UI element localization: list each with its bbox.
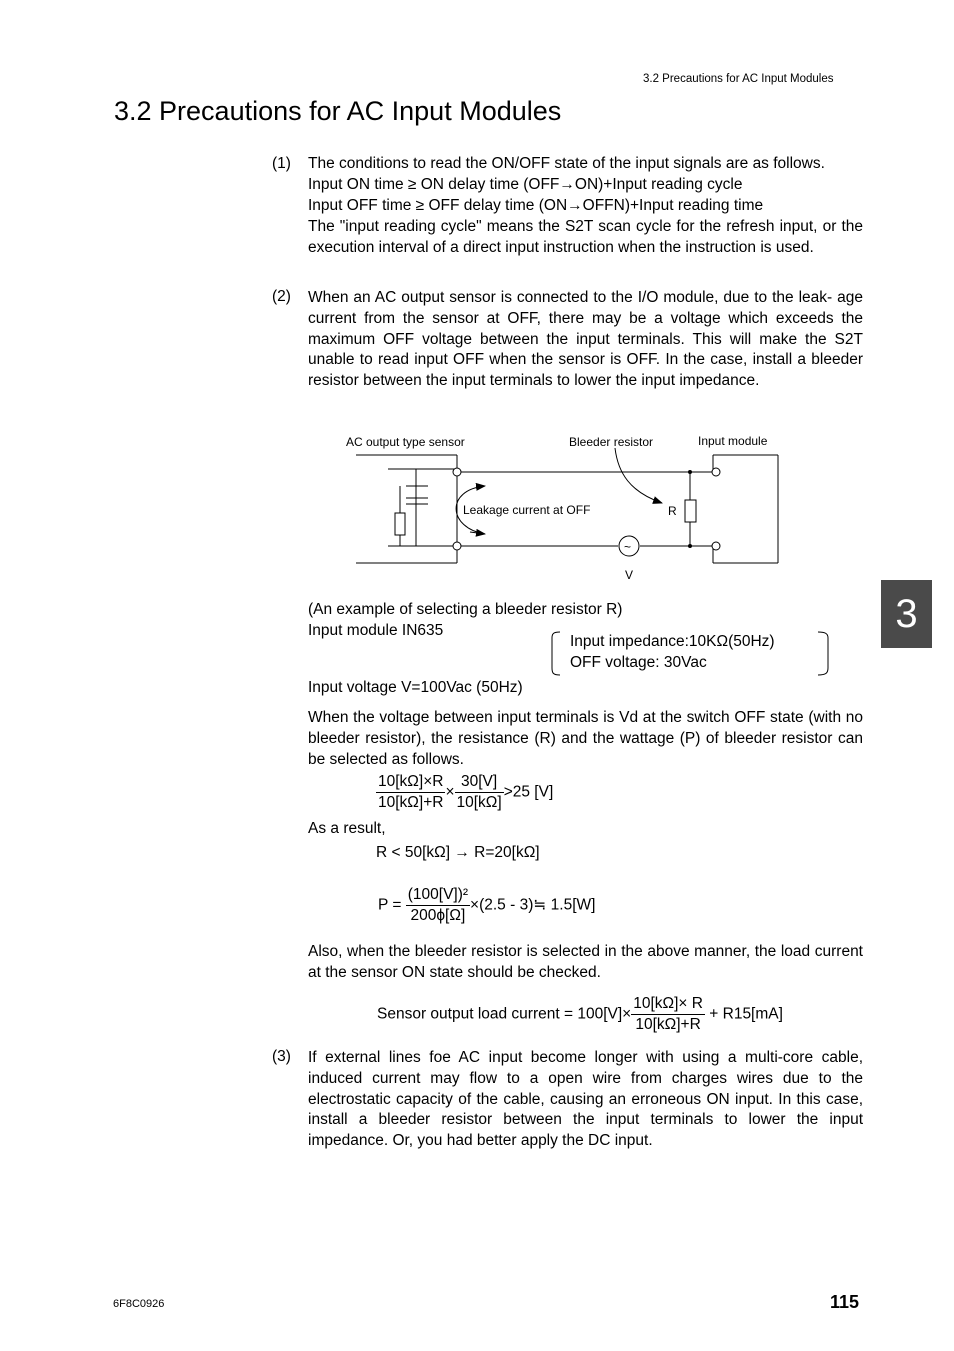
r-label: R	[668, 504, 677, 518]
formula-1	[376, 772, 553, 813]
item1-paragraph: The "input reading cycle" means the S2T scan cycle for the refresh input, or the execution interval of a direct input instruction when the instruction is used.	[308, 218, 863, 256]
spec-impedance: Input impedance:10KΩ(50Hz)	[570, 633, 775, 650]
formula1-num2: 30[V]	[455, 772, 504, 793]
chapter-tab: 3	[881, 580, 932, 648]
sensor-label: AC output type sensor	[346, 435, 465, 449]
item1-line1: The conditions to read the ON/OFF state of the input signals are as follows.	[308, 155, 825, 172]
leakage-label: Leakage current at OFF	[463, 503, 591, 517]
example-heading: (An example of selecting a bleeder resistor R)	[308, 601, 623, 618]
item3-paragraph: If external lines foe AC input become longer with using a multi-core cable, induced current may flow to a open wire from charges wires due to the electrostatic capacity of the cable, causing an erroneous ON input. In this case, install a bleeder resistor between the input terminals to lower the input impedance. Or, you had better apply the DC input.	[308, 1049, 863, 1150]
formula1-den2: 10[kΩ]	[456, 794, 502, 811]
also-paragraph: Also, when the bleeder resistor is selected in the above manner, the load current at the sensor ON state should be checked.	[308, 943, 863, 981]
fraction-4	[631, 994, 705, 1035]
formula3-num: 10[kΩ]× R	[631, 994, 705, 1015]
spec-off-voltage: OFF voltage: 30Vac	[570, 654, 707, 671]
item2-paragraph: When an AC output sensor is connected to the I/O module, due to the leak- age current from the sensor at OFF, there may be a voltage which exceeds the maximum OFF voltage between the input terminals. This will make the S2T unable to read input OFF when the sensor is OFF. In the case, install a bleeder resistor between the input terminals to lower the input impedance.	[308, 289, 863, 390]
fraction-1	[376, 772, 445, 813]
formula-2	[378, 885, 595, 926]
bleeder-label: Bleeder resistor	[569, 435, 654, 449]
page-number: 115	[830, 1292, 860, 1312]
example-paragraph: When the voltage between input terminals is Vd at the switch OFF state (with no bleeder resistor), the resistance (R) and the wattage (P) of bleeder resistor can be selected as follows.	[308, 709, 863, 768]
formula1-times: ×	[445, 783, 455, 801]
section-title: 3.2 Precautions for AC Input Modules	[114, 96, 562, 126]
item-number: (3)	[272, 1048, 291, 1065]
formula3-rhs: + R15[mA]	[709, 1005, 783, 1023]
formula1-rhs: >25 [V]	[503, 783, 554, 801]
input-voltage: Input voltage V=100Vac (50Hz)	[308, 679, 523, 696]
circuit-diagram	[340, 428, 790, 588]
running-header: 3.2 Precautions for AC Input Modules	[643, 73, 834, 85]
v-label: V	[625, 568, 634, 582]
fraction-2	[455, 772, 504, 813]
ac-symbol: ~	[624, 540, 632, 554]
formula2-lhs: P =	[378, 896, 402, 914]
example-module: Input module IN635	[308, 622, 444, 639]
item1-line2: Input ON time ≥ ON delay time (OFF→ON)+Input reading cycle	[308, 176, 743, 193]
formula3-lhs: Sensor output load current = 100[V]×	[377, 1005, 632, 1023]
formula2-den: 200ϕ[Ω]	[410, 907, 466, 924]
result-label: As a result,	[308, 820, 386, 837]
item-number: (1)	[272, 155, 291, 172]
item-number: (2)	[272, 288, 291, 305]
formula3-den: 10[kΩ]+R	[635, 1016, 701, 1033]
item1-line3: Input OFF time ≥ OFF delay time (ON→OFFN)+Input reading time	[308, 197, 764, 214]
module-label: Input module	[698, 434, 768, 448]
formula1-den1: 10[kΩ]+R	[378, 794, 444, 811]
document-number: 6F8C0926	[113, 1298, 165, 1310]
result-r-line: R < 50[kΩ] → R=20[kΩ]	[376, 844, 540, 861]
formula2-rhs: ×(2.5 - 3)≒ 1.5[W]	[470, 896, 596, 914]
formula2-num: (100[V])²	[406, 885, 470, 906]
fraction-3	[406, 885, 470, 926]
formula1-num1: 10[kΩ]×R	[376, 772, 445, 793]
formula-3	[377, 994, 783, 1035]
